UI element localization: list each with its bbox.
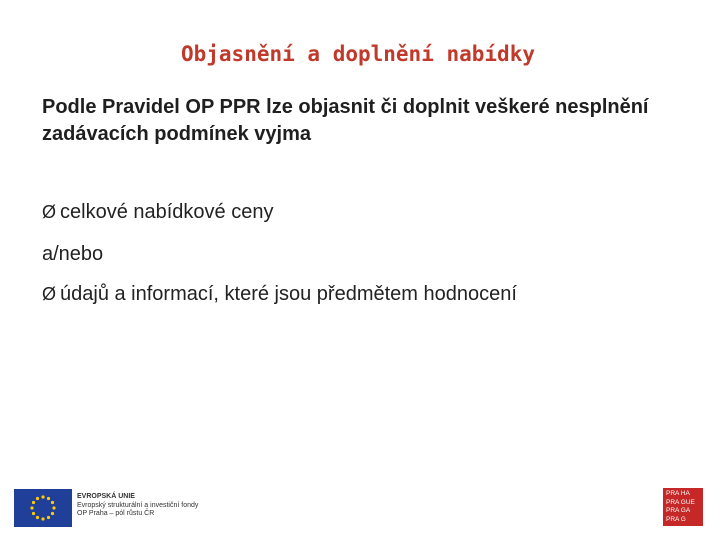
eu-line: Evropský strukturální a investiční fondy — [77, 501, 199, 509]
praha-logo — [663, 488, 703, 526]
bullet-text: celkové nabídkové ceny — [60, 201, 274, 223]
praha-line: PRA GA — [666, 507, 691, 515]
arrow-bullet-icon: Ø — [42, 284, 57, 304]
connector-text: a/nebo — [42, 243, 104, 265]
eu-line: EVROPSKÁ UNIE — [77, 493, 135, 500]
intro-text: Podle Pravidel OP PPR lze objasnit či doplnit veškeré nesplnění zadávacích podmínek vyjma — [42, 96, 649, 145]
slide-title: Objasnění a doplnění nabídky — [180, 42, 535, 66]
eu-flag-icon — [14, 489, 72, 527]
bullet-item — [42, 200, 273, 224]
bullet-item — [42, 282, 517, 306]
eu-logo-text — [77, 493, 198, 519]
praha-line: PRA GUE — [666, 498, 695, 506]
praha-line: PRA HA — [666, 490, 690, 497]
praha-line: PRA G — [666, 515, 686, 523]
bullet-text: údajů a informací, které jsou předmětem hodnocení — [60, 283, 517, 305]
arrow-bullet-icon: Ø — [42, 202, 57, 222]
eu-line: OP Praha – pól růstu ČR — [77, 510, 155, 517]
